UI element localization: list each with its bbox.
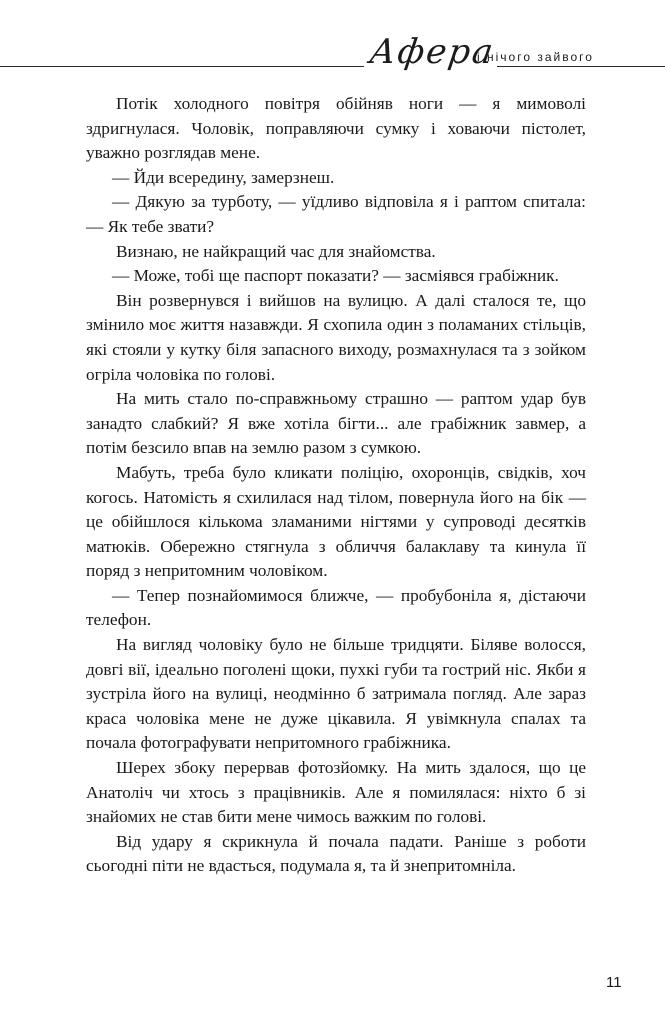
dialogue-line: — Дякую за турботу, — уїдливо відповіла я і раптом спитала: — Як тебе звати?	[86, 192, 586, 236]
running-header	[0, 0, 665, 80]
header-rule	[0, 66, 665, 67]
paragraph: На мить стало по-справжньому страшно — раптом удар був занадто слабкий? Я вже хотіла бігти... але грабіжник завмер, а потім безсило впав на землю разом з сумкою.	[86, 389, 586, 458]
paragraph: Він розвернувся і вийшов на вулицю. А далі сталося те, що змінило моє життя назавжди. Я схопила один з поламаних стільців, які стояли у кутку біля запасного виходу, розмахнулася та з зойком огріла чоловіка по голові.	[86, 290, 586, 384]
paragraph: Потік холодного повітря обійняв ноги — я мимоволі здригнулася. Чоловік, поправляючи сумку і ховаючи пістолет, уважно розглядав мене.	[86, 94, 586, 163]
dialogue-line: — Йди всередину, замерзнеш.	[112, 167, 335, 187]
book-subtitle: і нічого зайвого	[477, 50, 594, 64]
body-text	[86, 92, 586, 879]
paragraph: На вигляд чоловіку було не більше тридцяти. Біляве волосся, довгі вії, ідеально поголені щоки, пухкі губи та гострий ніс. Якби я зустріла його на вулиці, неодмінно б затримала погляд. Але зараз краса чоловіка мене не дуже цікавила. Я увімкнула спалах та почала фотографувати непритомного грабіжника.	[86, 635, 586, 753]
dialogue-line: — Тепер познайомимося ближче, — пробубоніла я, дістаючи телефон.	[86, 585, 586, 630]
book-title-logo: Афера	[363, 32, 501, 72]
paragraph: Від удару я скрикнула й почала падати. Раніше з роботи сьогодні піти не вдасться, подумала я, та й знепритомніла.	[86, 831, 586, 876]
paragraph: Мабуть, треба було кликати поліцію, охоронців, свідків, хоч когось. Натомість я схилилася над тілом, повернула його на бік — це обійшлося кількома зламаними нігтями у супроводі десятків матюків. Обережно стягнула з обличчя балаклаву та кинула її поряд з непритомним чоловіком.	[86, 462, 586, 581]
dialogue-line: — Може, тобі ще паспорт показати? — засміявся грабіжник.	[112, 266, 559, 286]
paragraph: Визнаю, не найкращий час для знайомства.	[116, 241, 436, 261]
page-number: 11	[606, 974, 622, 991]
paragraph: Шерех збоку перервав фотозйомку. На мить здалося, що це Анатоліч чи хтось з працівників. Але я помилялася: ніхто б зі знайомих не став бити мене чимось важким по голові.	[86, 758, 586, 827]
